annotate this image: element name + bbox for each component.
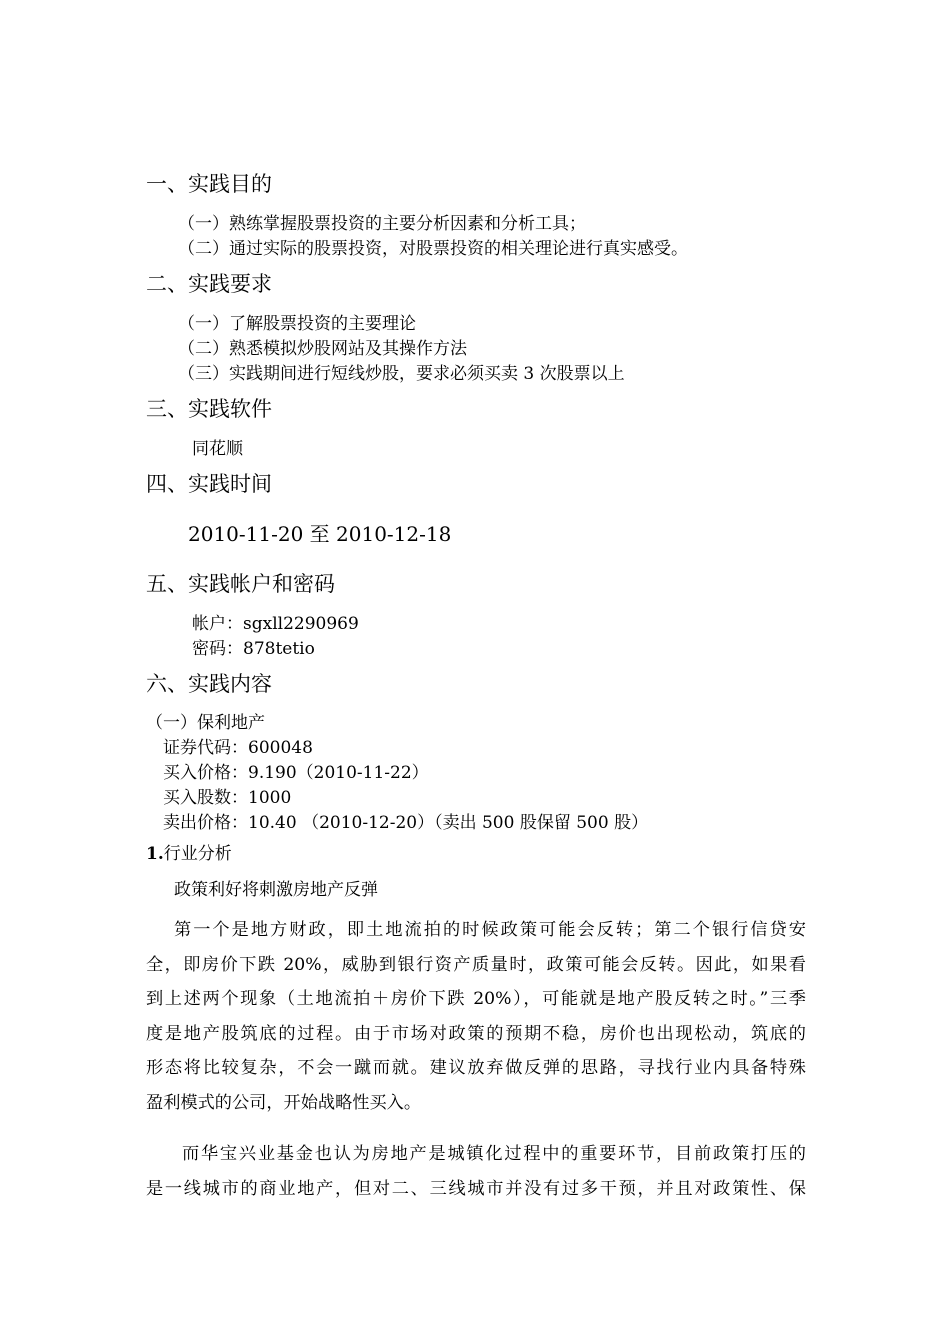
practice-period: 2010-11-20 至 2010-12-18 (188, 522, 452, 546)
requirement-item-3: （三）实践期间进行短线炒股，要求必须买卖 3 次股票以上 (178, 364, 625, 384)
paragraph-1-line: 盈利模式的公司，开始战略性买入。 (146, 1092, 422, 1113)
purpose-item-1: （一）熟练掌握股票投资的主要分析因素和分析工具； (178, 214, 586, 234)
stock-sell-price: 卖出价格：10.40 （2010-12-20）（卖出 500 股保留 500 股） (163, 813, 649, 833)
stock-title: （一）保利地产 (146, 713, 265, 733)
paragraph-1-line: 到上述两个现象（土地流拍＋房价下跌 20%），可能就是地产股反转之时。”三季 (146, 989, 806, 1009)
stock-buy-price: 买入价格：9.190（2010-11-22） (163, 763, 429, 783)
stock-buy-shares: 买入股数：1000 (163, 788, 292, 808)
analysis-heading (146, 846, 232, 863)
paragraph-1-line: 度是地产股筑底的过程。由于市场对政策的预期不稳，房价也出现松动，筑底的 (146, 1023, 806, 1044)
section-heading-account: 五、实践帐户和密码 (146, 572, 335, 596)
requirement-item-1: （一）了解股票投资的主要理论 (178, 314, 416, 334)
account-line: 帐户：sgxll2290969 (192, 614, 359, 634)
analysis-subtitle: 政策利好将刺激房地产反弹 (174, 880, 378, 900)
paragraph-1-line: 全，即房价下跌 20%，威胁到银行资产质量时，政策可能会反转。因此，如果看 (146, 954, 806, 975)
analysis-paragraph-2 (146, 1137, 806, 1206)
paragraph-2-line: 是一线城市的商业地产，但对二、三线城市并没有过多干预，并且对政策性、保 (146, 1178, 806, 1199)
password-line: 密码：878tetio (192, 639, 315, 659)
section-heading-time: 四、实践时间 (146, 472, 272, 496)
section-heading-requirements: 二、实践要求 (146, 272, 272, 296)
analysis-number: 1. (146, 844, 164, 864)
section-heading-content: 六、实践内容 (146, 672, 272, 696)
analysis-title: 行业分析 (163, 844, 232, 864)
section-heading-purpose: 一、实践目的 (146, 172, 272, 196)
software-name: 同花顺 (192, 439, 243, 459)
analysis-paragraph-1 (146, 913, 806, 1120)
paragraph-2-line: 而华宝兴业基金也认为房地产是城镇化过程中的重要环节，目前政策打压的 (182, 1144, 806, 1164)
section-heading-software: 三、实践软件 (146, 397, 272, 421)
paragraph-1-line: 形态将比较复杂，不会一蹴而就。建议放弃做反弹的思路，寻找行业内具备特殊 (146, 1058, 806, 1078)
paragraph-1-line: 第一个是地方财政，即土地流拍的时候政策可能会反转；第二个银行信贷安 (174, 920, 806, 940)
requirement-item-2: （二）熟悉模拟炒股网站及其操作方法 (178, 339, 467, 359)
stock-code: 证券代码：600048 (163, 738, 313, 758)
purpose-item-2: （二）通过实际的股票投资，对股票投资的相关理论进行真实感受。 (178, 239, 688, 259)
